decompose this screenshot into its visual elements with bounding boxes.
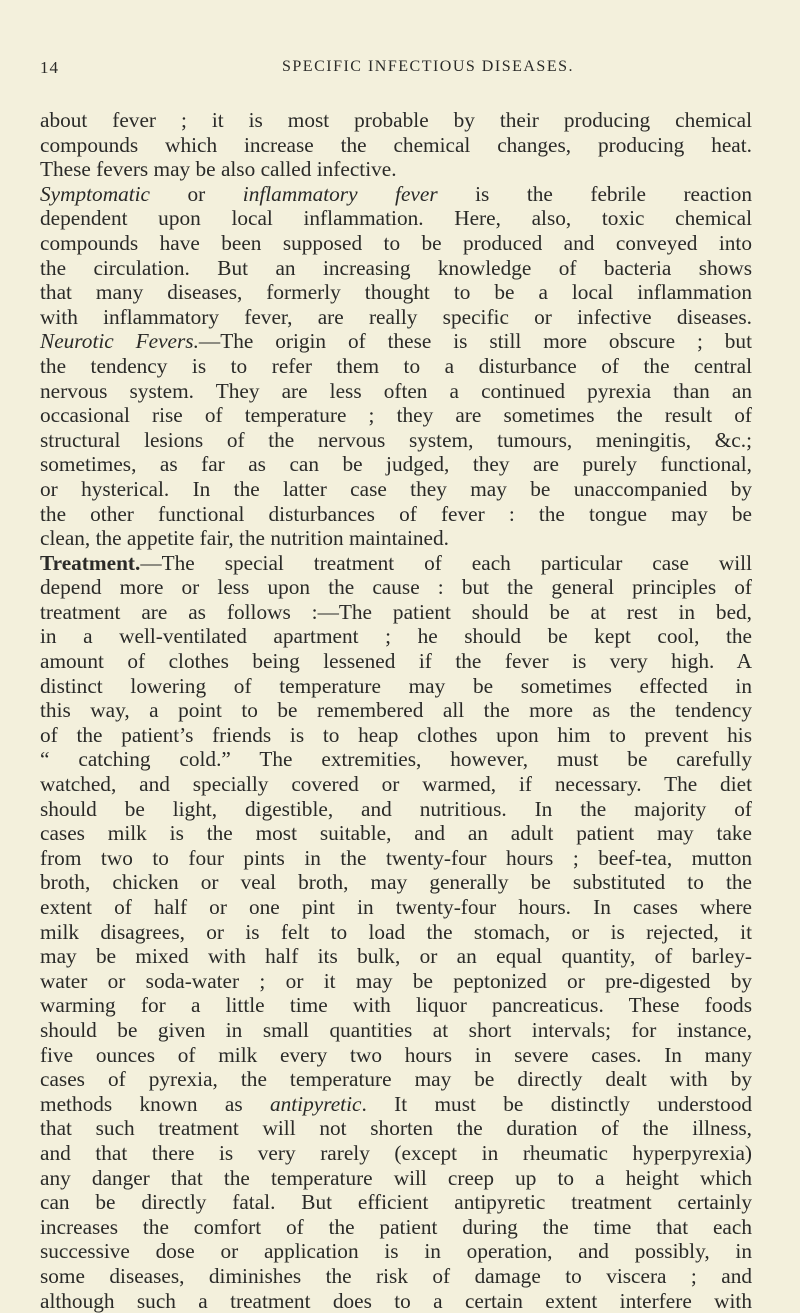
- text-line: increases the comfort of the patient during the time that each: [40, 1215, 752, 1240]
- text-line: this way, a point to be remembered all the more as the tendency: [40, 698, 752, 723]
- emphasis-neurotic-fevers: Neurotic Fevers.: [40, 329, 199, 353]
- text-line: may be mixed with half its bulk, or an equal quantity, of barley-: [40, 944, 752, 969]
- text-line: the tendency is to refer them to a disturbance of the central: [40, 354, 752, 379]
- text-line: in a well-ventilated apartment ; he should be kept cool, the: [40, 624, 752, 649]
- text-line: that many diseases, formerly thought to be a local inflammation: [40, 280, 752, 305]
- text-line: any danger that the temperature will creep up to a height which: [40, 1166, 752, 1191]
- text-line: some diseases, diminishes the risk of damage to viscera ; and: [40, 1264, 752, 1289]
- page-number: 14: [40, 58, 59, 78]
- text-line: five ounces of milk every two hours in severe cases. In many: [40, 1043, 752, 1068]
- text-line: that such treatment will not shorten the duration of the illness,: [40, 1116, 752, 1141]
- text-line: depend more or less upon the cause : but the general principles of: [40, 575, 752, 600]
- body-text: [40, 108, 752, 1313]
- text-line: occasional rise of temperature ; they are sometimes the result of: [40, 403, 752, 428]
- emphasis-inflammatory-fever: inflammatory fever: [243, 182, 438, 206]
- text-line: treatment are as follows :—The patient should be at rest in bed,: [40, 600, 752, 625]
- text-line: compounds which increase the chemical changes, producing heat.: [40, 133, 752, 158]
- text-line: water or soda-water ; or it may be peptonized or pre-digested by: [40, 969, 752, 994]
- text-line: warming for a little time with liquor pancreaticus. These foods: [40, 993, 752, 1018]
- running-head: SPECIFIC INFECTIOUS DISEASES.: [128, 58, 728, 76]
- text-line: the circulation. But an increasing knowledge of bacteria shows: [40, 256, 752, 281]
- text-line: clean, the appetite fair, the nutrition maintained.: [40, 526, 752, 551]
- text-line: dependent upon local inflammation. Here, also, toxic chemical: [40, 206, 752, 231]
- text-line: should be given in small quantities at short intervals; for instance,: [40, 1018, 752, 1043]
- text-line: successive dose or application is in operation, and possibly, in: [40, 1239, 752, 1264]
- text-line: about fever ; it is most probable by their producing chemical: [40, 108, 752, 133]
- text-line: distinct lowering of temperature may be sometimes effected in: [40, 674, 752, 699]
- text-line: should be light, digestible, and nutritious. In the majority of: [40, 797, 752, 822]
- text-line: These fevers may be also called infective.: [40, 157, 752, 182]
- emphasis-antipyretic: antipyretic: [270, 1092, 361, 1116]
- text-line: of the patient’s friends is to heap clothes upon him to prevent his: [40, 723, 752, 748]
- text-line: “ catching cold.” The extremities, however, must be carefully: [40, 747, 752, 772]
- text-line: from two to four pints in the twenty-four hours ; beef-tea, mutton: [40, 846, 752, 871]
- text-line: Neurotic Fevers.—The origin of these is still more obscure ; but: [40, 329, 752, 354]
- text-line: broth, chicken or veal broth, may generally be substituted to the: [40, 870, 752, 895]
- page-header: [40, 58, 760, 86]
- text-line: methods known as antipyretic. It must be distinctly understood: [40, 1092, 752, 1117]
- emphasis-symptomatic: Symptomatic: [40, 182, 150, 206]
- text-line: nervous system. They are less often a continued pyrexia than an: [40, 379, 752, 404]
- text-line: milk disagrees, or is felt to load the stomach, or is rejected, it: [40, 920, 752, 945]
- text-line: and that there is very rarely (except in rheumatic hyperpyrexia): [40, 1141, 752, 1166]
- text-line: amount of clothes being lessened if the fever is very high. A: [40, 649, 752, 674]
- text-line: Treatment.—The special treatment of each particular case will: [40, 551, 752, 576]
- text-line: the other functional disturbances of fever : the tongue may be: [40, 502, 752, 527]
- text-line: although such a treatment does to a certain extent interfere with: [40, 1289, 752, 1313]
- text-line: or hysterical. In the latter case they may be unaccompanied by: [40, 477, 752, 502]
- text-line: structural lesions of the nervous system, tumours, meningitis, &c.;: [40, 428, 752, 453]
- text-line: watched, and specially covered or warmed, if necessary. The diet: [40, 772, 752, 797]
- text-line: sometimes, as far as can be judged, they are purely functional,: [40, 452, 752, 477]
- text-line: cases of pyrexia, the temperature may be directly dealt with by: [40, 1067, 752, 1092]
- text-line: cases milk is the most suitable, and an adult patient may take: [40, 821, 752, 846]
- text-line: extent of half or one pint in twenty-four hours. In cases where: [40, 895, 752, 920]
- text-line: Symptomatic or inflammatory fever is the febrile reaction: [40, 182, 752, 207]
- text-line: compounds have been supposed to be produced and conveyed into: [40, 231, 752, 256]
- text-line: with inflammatory fever, are really specific or infective diseases.: [40, 305, 752, 330]
- emphasis-treatment: Treatment.: [40, 551, 140, 575]
- text-line: can be directly fatal. But efficient antipyretic treatment certainly: [40, 1190, 752, 1215]
